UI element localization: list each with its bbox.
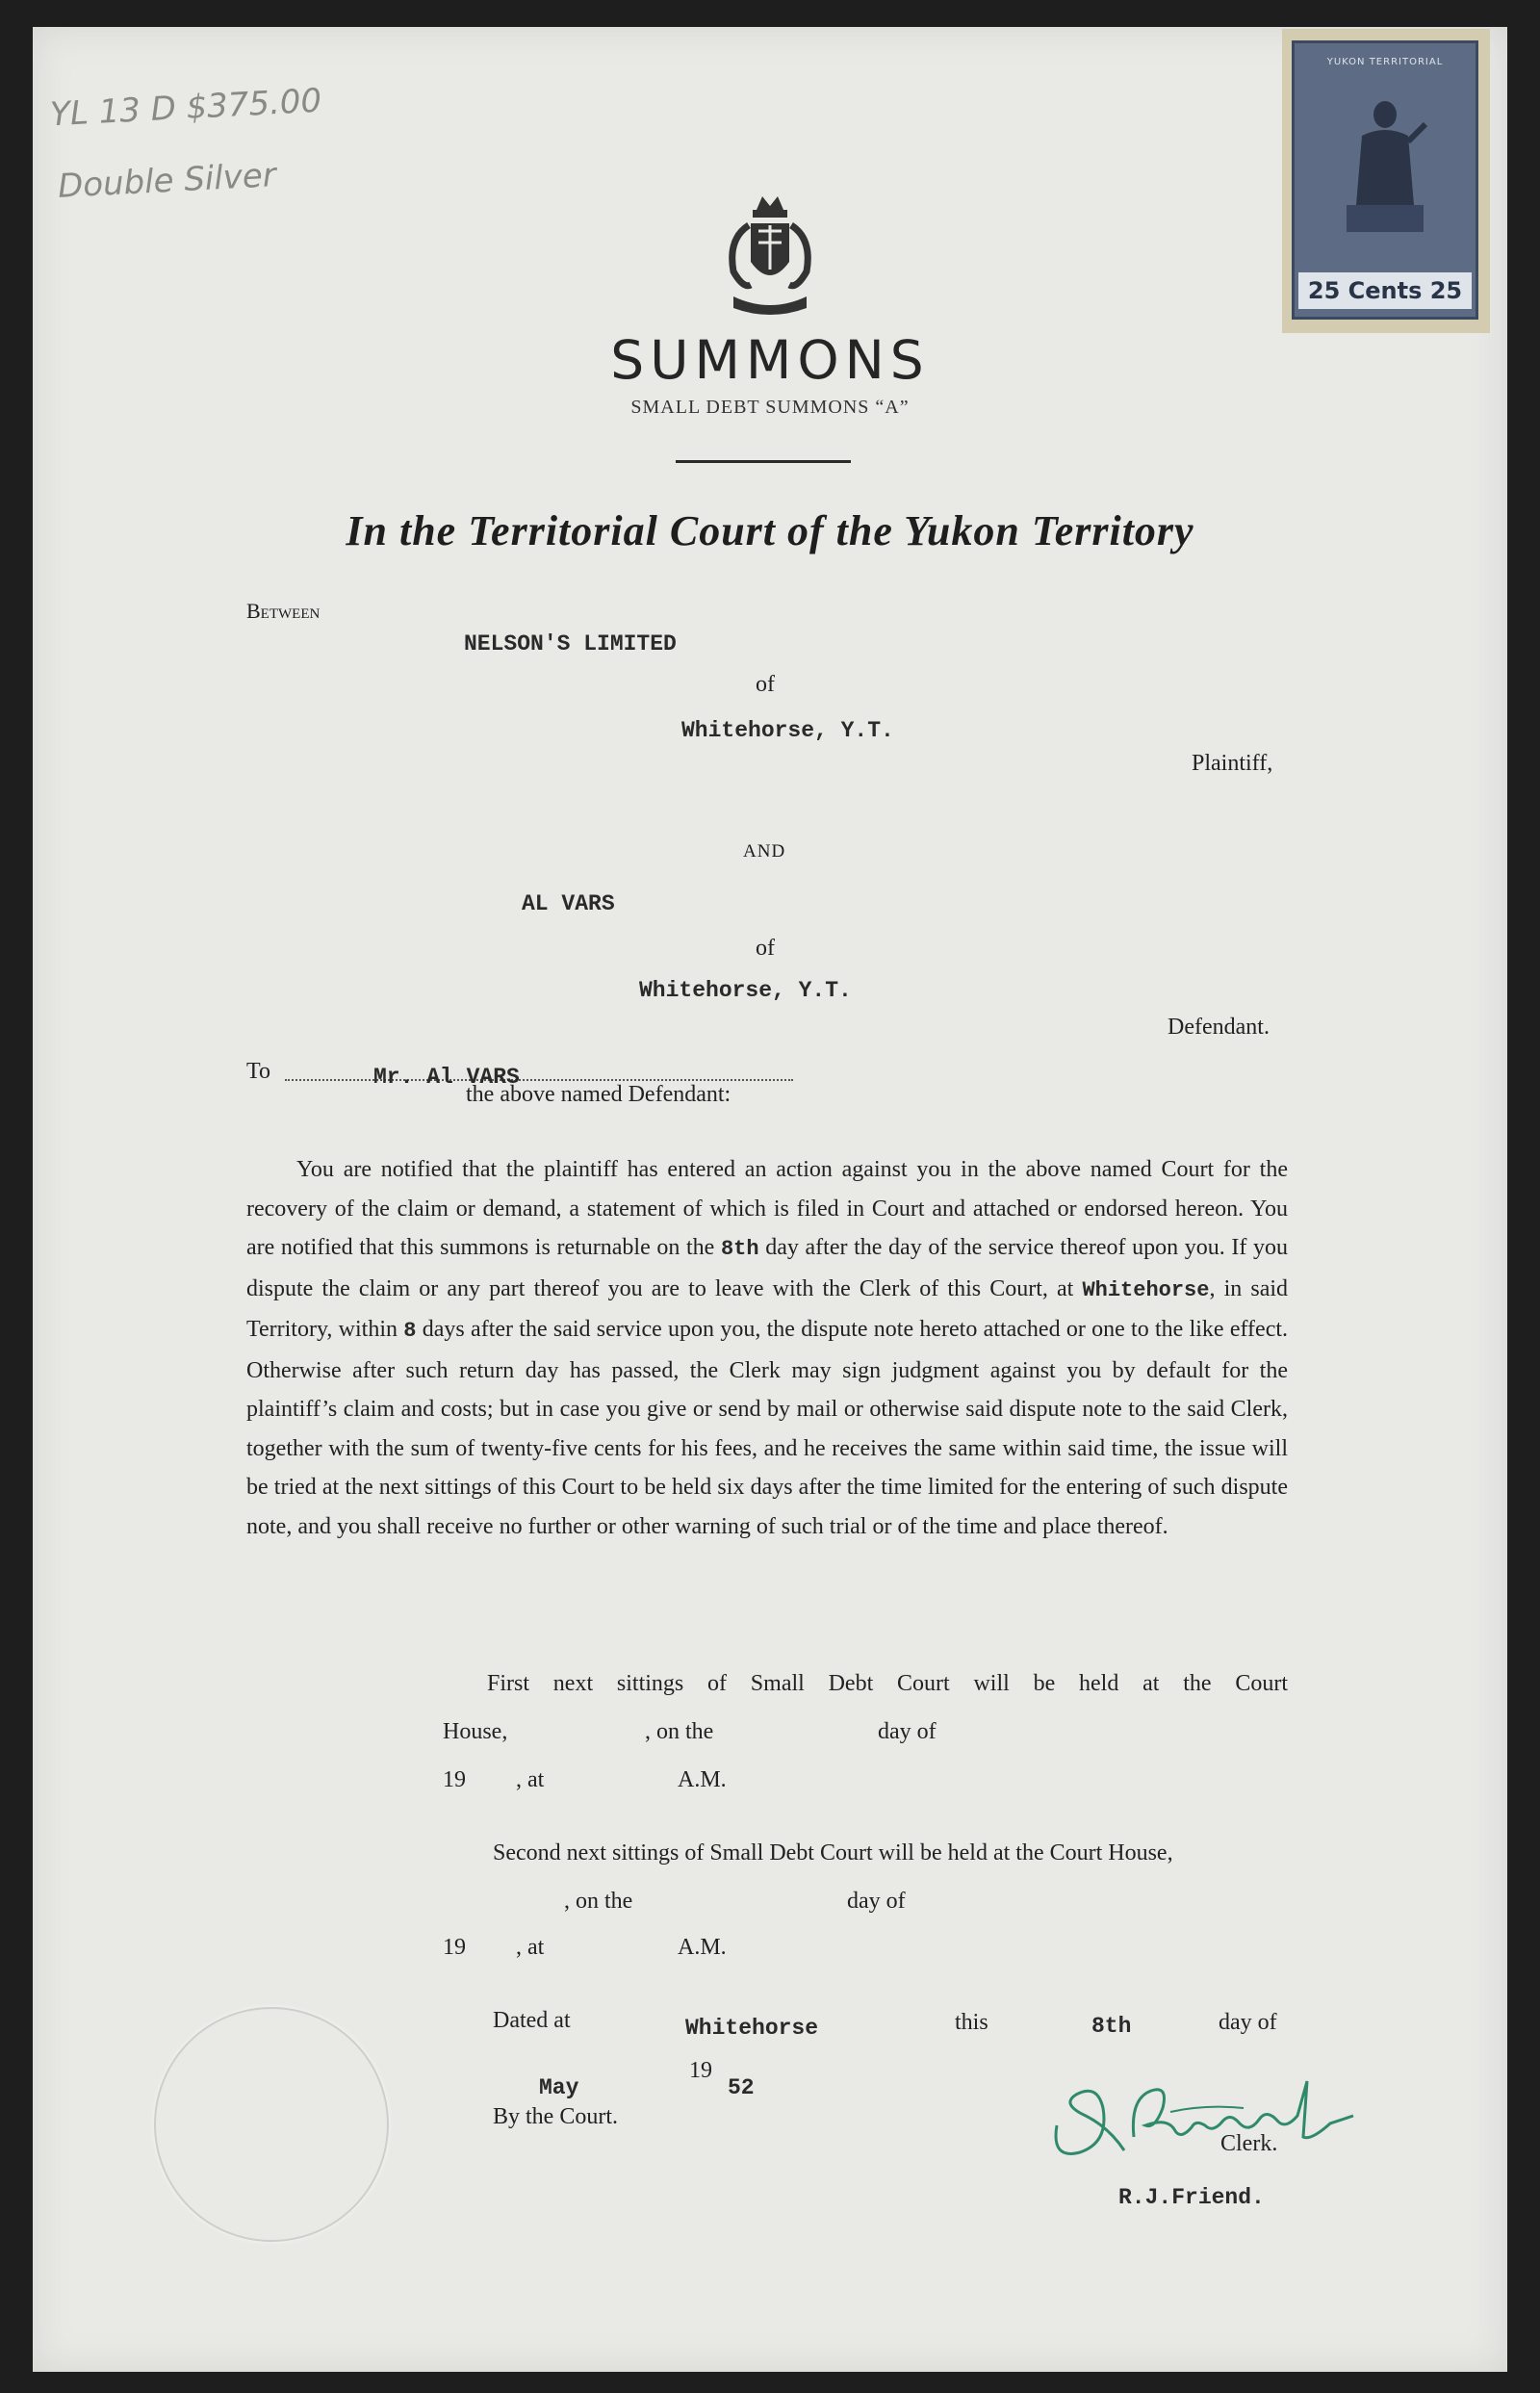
first-sittings-at: , at — [516, 1767, 545, 1792]
second-sittings-at: , at — [516, 1935, 545, 1960]
return-day-value: 8th — [720, 1237, 759, 1261]
dated-day-value: 8th — [1091, 2014, 1132, 2039]
between-label: Between — [246, 599, 321, 623]
stamp-top-text: YUKON TERRITORIAL — [1326, 57, 1444, 67]
document-title: SUMMONS — [610, 329, 930, 391]
clerk-signature — [1051, 2070, 1359, 2166]
stamp-denomination: 25 Cents 25 — [1298, 272, 1472, 309]
first-sittings-day-of: day of — [878, 1719, 937, 1744]
dated-month-value: May — [539, 2075, 579, 2100]
first-sittings-house: House, — [443, 1719, 508, 1744]
pencil-note-catalog: YL 13 D $375.00 — [49, 81, 323, 135]
pencil-note-description: Double Silver — [57, 156, 277, 206]
second-sittings-day-of: day of — [847, 1889, 906, 1914]
plaintiff-of-label: of — [756, 672, 775, 697]
second-sittings-line: Second next sittings of Small Debt Court will be held at the Court House, — [493, 1840, 1173, 1866]
by-the-court-label: By the Court. — [493, 2104, 618, 2129]
dated-year-prefix: 19 — [689, 2058, 712, 2083]
first-sittings-am: A.M. — [678, 1767, 727, 1792]
addressee-name: Mr. Al VARS — [373, 1065, 520, 1090]
second-sittings-year: 19 — [443, 1935, 466, 1960]
days-count-value: 8 — [403, 1319, 417, 1343]
title-divider — [676, 460, 851, 463]
notice-text-1: You are notified that the plaintiff has entered an action against you in the above named Court for the recovery of the claim or demand, a statement of which is filed in Court and attached or endorsed hereon. You are notified that this summons is returnable on the — [246, 1157, 1288, 1260]
clerk-name: R.J.Friend. — [1118, 2185, 1265, 2210]
court-heading: In the Territorial Court of the Yukon Territory — [346, 507, 1194, 554]
and-label: AND — [743, 841, 786, 862]
coat-of-arms-icon — [720, 193, 820, 322]
second-sittings-am: A.M. — [678, 1935, 727, 1960]
to-dotted-line — [285, 1079, 793, 1081]
revenue-stamp — [1282, 29, 1490, 333]
document-subtitle: SMALL DEBT SUMMONS “A” — [630, 397, 910, 418]
addressee-description: the above named Defendant: — [466, 1082, 732, 1107]
notice-text-4: days after the said service upon you, the dispute note hereto attached or one to the like effect. Otherwise after such return day has passed, the Clerk may sign judgment against you by default for the plaintiff’s claim and costs; but in case you give or send by mail or otherwise said dispute note to the said Clerk, together with the sum of twenty-five cents for his fees, and he receives the same within said time, the issue will be tried at the next sittings of this Court to be held six days after the time limited for the entering of such dispute note, and you shall receive no further or other warning of such trial or of the time and place thereof. — [246, 1317, 1289, 1539]
dated-day-of-label: day of — [1219, 2010, 1277, 2035]
to-label: To — [246, 1059, 270, 1084]
dated-year-value: 52 — [728, 2075, 755, 2100]
defendant-location: Whitehorse, Y.T. — [639, 978, 852, 1003]
embossed-seal — [154, 2007, 389, 2242]
first-sittings-year: 19 — [443, 1767, 466, 1792]
defendant-name: AL VARS — [522, 891, 615, 916]
notice-text-3: , in said Territory, within — [246, 1275, 1289, 1342]
defendant-of-label: of — [756, 936, 775, 961]
defendant-label: Defendant. — [1168, 1015, 1270, 1040]
notice-text-2: day after the day of the service thereof upon you. If you dispute the claim or any part thereof you are to leave with the Clerk of this Court, at — [246, 1235, 1289, 1301]
plaintiff-label: Plaintiff, — [1192, 751, 1273, 776]
first-sittings-on-the: , on the — [645, 1719, 714, 1744]
dated-at-label: Dated at — [493, 2008, 571, 2033]
clerk-label: Clerk. — [1220, 2131, 1278, 2156]
dated-this-label: this — [955, 2010, 988, 2035]
stamp-figure-icon — [1333, 90, 1437, 244]
plaintiff-name: NELSON'S LIMITED — [464, 631, 677, 656]
plaintiff-location: Whitehorse, Y.T. — [681, 718, 894, 743]
clerk-place-value: Whitehorse — [1082, 1277, 1210, 1302]
dated-place-value: Whitehorse — [685, 2016, 819, 2041]
second-sittings-on-the: , on the — [564, 1889, 633, 1914]
notice-paragraph — [246, 1150, 1288, 1546]
first-sittings-line: First next sittings of Small Debt Court will be held at the Court — [487, 1671, 1288, 1696]
